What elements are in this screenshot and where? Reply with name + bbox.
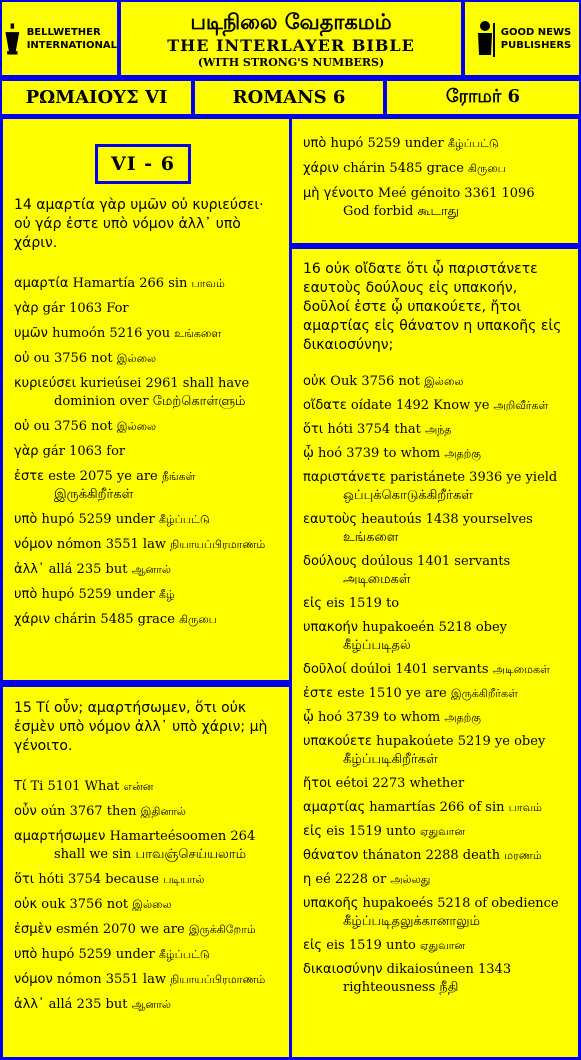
verse-15-continued-panel [292, 119, 578, 243]
word-entry [303, 895, 567, 931]
greek-word: υπὸ [14, 512, 38, 527]
greek-word: υπὸ [303, 136, 327, 151]
good-news-logo [463, 0, 581, 77]
verse-15-continued-entries [303, 135, 567, 221]
shepherd-icon [473, 19, 497, 59]
lamp-icon [2, 19, 23, 59]
greek-reference: ΡΩΜΑΙΟΥΣ VI [0, 79, 193, 116]
transliteration-gloss: este 1510 ye are [337, 686, 447, 701]
tamil-gloss: பாவம் [191, 277, 225, 290]
word-entry [303, 619, 567, 655]
transliteration-gloss: hóti 3754 because [38, 872, 160, 887]
transliteration-gloss: hupakoeés 5218 of obedience [362, 896, 559, 911]
transliteration-gloss: allá 235 but [48, 562, 128, 577]
tamil-gloss: உங்களை [174, 327, 222, 340]
greek-word: ᾧ [303, 710, 314, 725]
bellwether-text [27, 26, 117, 52]
transliteration-gloss: hóti 3754 that [327, 422, 421, 437]
word-entry [303, 871, 567, 889]
tamil-gloss: என்ன [123, 780, 154, 793]
transliteration-gloss: kurieúsei 2961 shall have [80, 376, 250, 391]
word-entry [303, 847, 567, 865]
transliteration-gloss: esmén 2070 we are [55, 922, 185, 937]
greek-word: ὅτι [14, 872, 35, 887]
verse-16-entries [303, 373, 567, 997]
greek-word: η [303, 872, 312, 887]
greek-word: ᾧ [303, 446, 314, 461]
greek-word: οὐ [14, 351, 30, 366]
word-entry [14, 275, 278, 293]
tamil-gloss: பாவம் [508, 801, 542, 814]
word-entry [303, 685, 567, 703]
tamil-gloss: அதற்கு [444, 447, 481, 460]
word-entry [14, 536, 278, 554]
greek-word: μὴ γένοιτο [303, 186, 374, 201]
tamil-gloss: அல்லது [390, 873, 431, 886]
word-entry [303, 373, 567, 391]
verse-15-text: 15 Τί οὖν; αμαρτήσωμεν, ὅτι οὐκ ἐσμὲν υπὸ νόμον ἀλλ᾽ υπὸ χάριν; μὴ γένοιτο. [14, 700, 268, 754]
verse-15-panel [3, 687, 289, 1057]
tamil-gloss: கீழ் [158, 588, 175, 601]
transliteration-gloss: hupó 5259 under [41, 587, 155, 602]
transliteration-gloss: ouk 3756 not [41, 897, 129, 912]
gloss-continuation: கீழ்ப்படிதல் [343, 638, 411, 653]
greek-word: οὐκ [14, 897, 38, 912]
word-entry [303, 553, 567, 589]
greek-word: ὅτι [303, 422, 324, 437]
verse-14-panel [3, 119, 289, 680]
word-entry [303, 397, 567, 415]
transliteration-gloss: este 2075 ye are [48, 469, 158, 484]
greek-word: υμῶν [14, 326, 48, 341]
greek-word: αμαρτήσωμεν [14, 829, 106, 844]
greek-word: θάνατον [303, 848, 359, 863]
transliteration-gloss: Ouk 3756 not [330, 374, 420, 389]
word-entry [14, 778, 278, 796]
greek-word: υπὸ [14, 947, 38, 962]
word-entry [303, 661, 567, 679]
gloss-continuation: ஒப்புக்கொடுக்கிறீர்கள் [343, 488, 473, 503]
transliteration-gloss: hamartías 266 of sin [369, 800, 505, 815]
word-entry [14, 511, 278, 529]
tamil-gloss: இல்லை [424, 375, 464, 388]
word-entry [14, 971, 278, 989]
tamil-gloss: இதினால் [140, 805, 186, 818]
greek-word: δοῦλοί [303, 662, 347, 677]
transliteration-gloss: dikaiosúneen 1343 [386, 962, 512, 977]
greek-word: εαυτοὺς [303, 512, 358, 527]
good-news-line1: GOOD NEWS [500, 26, 572, 38]
main-title: THE INTERLAYER BIBLE [167, 36, 415, 55]
word-entry [303, 445, 567, 463]
word-entry [303, 421, 567, 439]
word-entry [14, 921, 278, 939]
transliteration-gloss: ou 3756 not [33, 419, 113, 434]
greek-word: νόμον [14, 972, 53, 987]
word-entry [303, 937, 567, 955]
greek-word: εἰς [303, 938, 323, 953]
greek-word: δούλους [303, 554, 358, 569]
greek-word: νόμον [14, 537, 53, 552]
tamil-gloss: படியால் [163, 873, 205, 886]
greek-word: υπακούετε [303, 734, 372, 749]
word-entry [303, 185, 567, 221]
greek-word: υπακοήν [303, 620, 359, 635]
tamil-gloss: கீழ்ப்பட்டு [158, 513, 210, 526]
word-entry [14, 468, 278, 504]
transliteration-gloss: allá 235 but [48, 997, 128, 1012]
tamil-gloss: கீழ்ப்பட்டு [158, 948, 210, 961]
transliteration-gloss: paristánete 3936 ye yield [389, 470, 558, 485]
word-entry [303, 469, 567, 505]
word-entry [14, 325, 278, 343]
verse-16-panel [292, 249, 578, 1057]
greek-word: ἀλλ᾽ [14, 997, 45, 1012]
tamil-gloss: ஏதுவான [420, 939, 466, 952]
word-entry [14, 350, 278, 368]
word-entry [303, 775, 567, 793]
greek-word: γὰρ [14, 301, 39, 316]
bellwether-logo [0, 0, 119, 77]
greek-word: υπὸ [14, 587, 38, 602]
tamil-gloss: இருக்கிறீர்கள் [450, 687, 518, 700]
greek-word: εἰς [303, 824, 323, 839]
tamil-title: படிநிலை வேதாகமம் [190, 9, 392, 34]
word-entry [14, 828, 278, 864]
word-entry [303, 595, 567, 613]
greek-word: γὰρ [14, 444, 39, 459]
tamil-gloss: ஆனால் [131, 998, 172, 1011]
good-news-text [501, 26, 571, 52]
word-entry [14, 946, 278, 964]
verse-16-text: 16 οὐκ οἴδατε ὅτι ᾧ παριστάνετε εαυτοὺς δούλους εἰς υπακοήν, δοῦλοί ἐστε ᾧ υπακούετε, ἤτοι αμαρτίας εἰς θάνατον η υπακοῆς εἰς δικαιοσύνην; [303, 261, 562, 353]
greek-word: υπακοῆς [303, 896, 359, 911]
tamil-gloss: அதற்கு [444, 711, 481, 724]
tamil-gloss: கிருபை [179, 613, 217, 626]
gloss-continuation: கீழ்ப்படிதலுக்கானாலும் [343, 914, 481, 929]
word-entry [14, 803, 278, 821]
greek-word: παριστάνετε [303, 470, 386, 485]
gloss-continuation: அடிமைகள் [343, 572, 411, 587]
gloss-continuation: righteousness நீதி [343, 980, 459, 995]
word-entry [14, 375, 278, 411]
transliteration-gloss: Hamarteésoomen 264 [109, 829, 256, 844]
word-entry [303, 160, 567, 178]
greek-word: οὐκ [303, 374, 327, 389]
gloss-continuation: இருக்கிறீர்கள் [54, 487, 134, 502]
word-entry [303, 135, 567, 153]
bellwether-line2: INTERNATIONAL [26, 39, 117, 51]
greek-word: ἐστε [14, 469, 45, 484]
tamil-gloss: இல்லை [116, 352, 157, 365]
tamil-gloss: ஆனால் [131, 563, 172, 576]
greek-word: εἰς [303, 596, 323, 611]
transliteration-gloss: heautoús 1438 yourselves [361, 512, 533, 527]
word-entry [14, 611, 278, 629]
transliteration-gloss: humoón 5216 you [52, 326, 171, 341]
word-entry [14, 561, 278, 579]
transliteration-gloss: hoó 3739 to whom [318, 446, 441, 461]
transliteration-gloss: oídate 1492 Know ye [350, 398, 490, 413]
transliteration-gloss: eétoi 2273 whether [335, 776, 465, 791]
tamil-gloss: அறிவீர்கள் [493, 399, 549, 412]
greek-word: οἴδατε [303, 398, 347, 413]
greek-word: ἤτοι [303, 776, 332, 791]
greek-word: χάριν [14, 612, 50, 627]
tamil-gloss: மரணம் [504, 849, 542, 862]
word-entry [14, 996, 278, 1014]
greek-word: ἀλλ᾽ [14, 562, 45, 577]
transliteration-gloss: thánaton 2288 death [362, 848, 501, 863]
transliteration-gloss: oún 3767 then [40, 804, 137, 819]
tamil-gloss: அந்த [424, 423, 452, 436]
tamil-gloss: நீங்கள் [161, 470, 196, 483]
transliteration-gloss: eis 1519 to [326, 596, 400, 611]
transliteration-gloss: Meé génoito 3361 1096 [377, 186, 535, 201]
good-news-line2: PUBLISHERS [500, 39, 572, 51]
word-entry [14, 586, 278, 604]
transliteration-gloss: eé 2228 or [315, 872, 387, 887]
word-entry [303, 799, 567, 817]
tamil-gloss: கிருபை [468, 162, 506, 175]
tamil-gloss: அடிமைகள் [492, 663, 550, 676]
word-entry [303, 733, 567, 769]
word-entry [303, 511, 567, 547]
english-reference: ROMANS 6 [193, 79, 385, 116]
transliteration-gloss: doúlous 1401 servants [361, 554, 511, 569]
transliteration-gloss: hoó 3739 to whom [318, 710, 441, 725]
sub-title: (WITH STRONG'S NUMBERS) [197, 56, 385, 69]
tamil-gloss: இல்லை [116, 420, 157, 433]
transliteration-gloss: eis 1519 unto [326, 824, 416, 839]
transliteration-gloss: nómon 3551 law [56, 537, 166, 552]
greek-word: κυριεύσει [14, 376, 77, 391]
word-entry [14, 300, 278, 318]
tamil-gloss: ஏதுவான [420, 825, 466, 838]
tamil-gloss: நியாயப்பிரமாணம் [170, 538, 266, 551]
gloss-continuation: shall we sin பாவஞ்செய்யலாம் [54, 847, 247, 862]
transliteration-gloss: Hamartía 266 sin [72, 276, 188, 291]
tamil-gloss: நியாயப்பிரமாணம் [170, 973, 266, 986]
transliteration-gloss: doúloi 1401 servants [350, 662, 489, 677]
verse-14-text: 14 αμαρτία γὰρ υμῶν οὐ κυριεύσει· οὐ γάρ ἐστε υπὸ νόμον ἀλλ᾽ υπὸ χάριν. [14, 197, 264, 251]
greek-word: αμαρτίας [303, 800, 366, 815]
title-block [119, 0, 463, 77]
transliteration-gloss: nómon 3551 law [56, 972, 166, 987]
word-entry [303, 961, 567, 997]
word-entry [14, 418, 278, 436]
chapter-label: VI - 6 [95, 144, 191, 184]
greek-word: οὖν [14, 804, 37, 819]
greek-word: δικαιοσύνην [303, 962, 383, 977]
gloss-continuation: கீழ்ப்படிகிறீர்கள் [343, 752, 438, 767]
tamil-reference: ரோமர் 6 [385, 79, 581, 116]
transliteration-gloss: ou 3756 not [33, 351, 113, 366]
gloss-continuation: God forbid கூடாது [343, 204, 459, 219]
tamil-gloss: இருக்கிறோம் [188, 923, 256, 936]
transliteration-gloss: gár 1063 For [42, 301, 129, 316]
greek-word: οὐ [14, 419, 30, 434]
transliteration-gloss: hupakoeén 5218 obey [362, 620, 508, 635]
word-entry [14, 443, 278, 461]
tamil-gloss: கீழ்ப்பட்டு [447, 137, 499, 150]
greek-word: Τί [14, 779, 27, 794]
transliteration-gloss: chárin 5485 grace [343, 161, 464, 176]
transliteration-gloss: hupó 5259 under [41, 947, 155, 962]
transliteration-gloss: chárin 5485 grace [54, 612, 175, 627]
greek-word: αμαρτία [14, 276, 69, 291]
word-entry [303, 709, 567, 727]
greek-word: ἐστε [303, 686, 334, 701]
greek-word: χάριν [303, 161, 339, 176]
tamil-gloss: இல்லை [132, 898, 172, 911]
bellwether-line1: BELLWETHER [26, 26, 101, 38]
transliteration-gloss: hupó 5259 under [330, 136, 444, 151]
transliteration-gloss: hupó 5259 under [41, 512, 155, 527]
transliteration-gloss: gár 1063 for [42, 444, 126, 459]
gloss-continuation: dominion over மேற்கொள்ளும் [54, 394, 246, 409]
gloss-continuation: உங்களை [343, 530, 399, 545]
verse-14-entries [14, 275, 278, 629]
transliteration-gloss: Ti 5101 What [30, 779, 120, 794]
greek-word: ἐσμὲν [14, 922, 52, 937]
word-entry [14, 896, 278, 914]
transliteration-gloss: eis 1519 unto [326, 938, 416, 953]
transliteration-gloss: hupakoúete 5219 ye obey [376, 734, 546, 749]
verse-15-entries [14, 778, 278, 1014]
word-entry [303, 823, 567, 841]
word-entry [14, 871, 278, 889]
